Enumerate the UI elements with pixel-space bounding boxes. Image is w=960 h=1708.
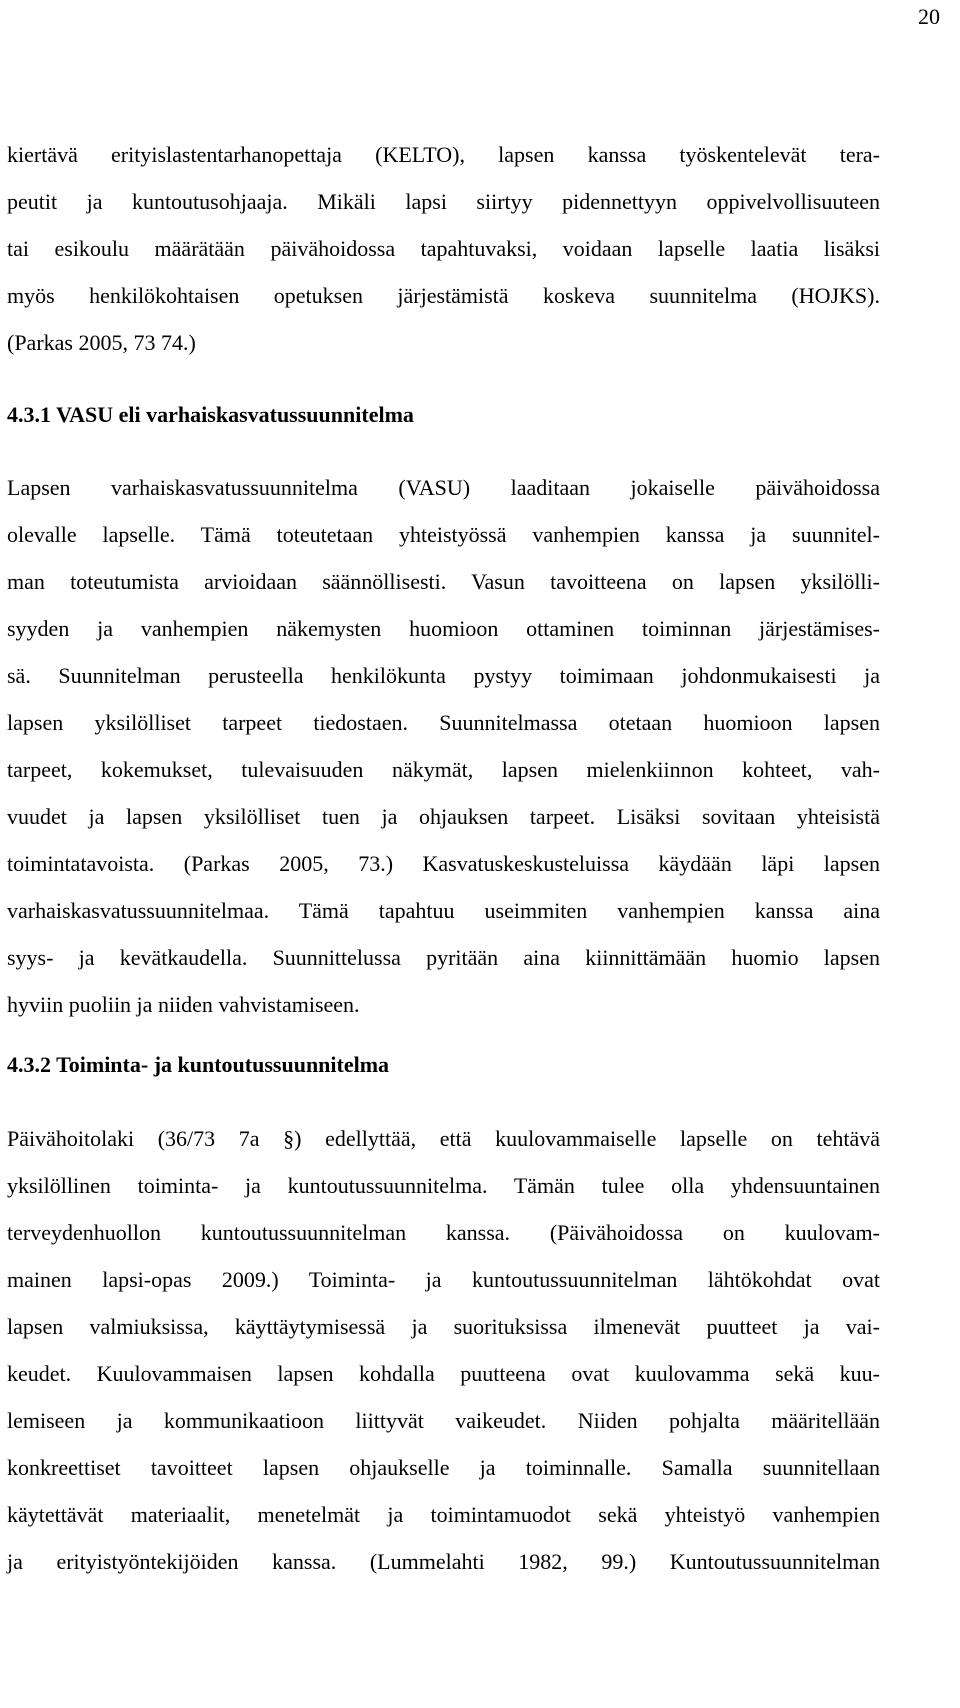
text-line: keudet. Kuulovammaisen lapsen kohdalla puutteena ovat kuulovamma sekä kuu- [7, 1361, 880, 1386]
text-line: myös henkilökohtaisen opetuksen järjestämistä koskeva suunnitelma (HOJKS). [7, 283, 880, 308]
text-line: kiertävä erityislastentarhanopettaja (KELTO), lapsen kanssa työskentelevät tera- [7, 142, 880, 167]
text-line: Lapsen varhaiskasvatussuunnitelma (VASU) laaditaan jokaiselle päivähoidossa [7, 475, 880, 500]
text-line: ja erityistyöntekijöiden kanssa. (Lummelahti 1982, 99.) Kuntoutussuunnitelman [7, 1549, 880, 1574]
text-line: Päivähoitolaki (36/73 7a §) edellyttää, että kuulovammaiselle lapselle on tehtävä [7, 1126, 880, 1151]
text-line: tarpeet, kokemukset, tulevaisuuden näkymät, lapsen mielenkiinnon kohteet, vah- [7, 757, 880, 782]
page-number: 20 [918, 4, 940, 29]
text-line: sä. Suunnitelman perusteella henkilökunta pystyy toimimaan johdonmukaisesti ja [7, 663, 880, 688]
text-line: peutit ja kuntoutusohjaaja. Mikäli lapsi siirtyy pidennettyyn oppivelvollisuuteen [7, 189, 880, 214]
text-line: lapsen valmiuksissa, käyttäytymisessä ja suorituksissa ilmenevät puutteet ja vai- [7, 1314, 880, 1339]
text-line: lemiseen ja kommunikaatioon liittyvät vaikeudet. Niiden pohjalta määritellään [7, 1408, 880, 1433]
section-heading-4-3-1: 4.3.1 VASU eli varhaiskasvatussuunnitelma [7, 402, 414, 427]
text-line: mainen lapsi-opas 2009.) Toiminta- ja kuntoutussuunnitelman lähtökohdat ovat [7, 1267, 880, 1292]
text-line: syyden ja vanhempien näkemysten huomioon ottaminen toiminnan järjestämises- [7, 616, 880, 641]
text-line: hyviin puoliin ja niiden vahvistamiseen. [7, 992, 360, 1017]
text-line: terveydenhuollon kuntoutussuunnitelman kanssa. (Päivähoidossa on kuulovam- [7, 1220, 880, 1245]
text-line: varhaiskasvatussuunnitelmaa. Tämä tapahtuu useimmiten vanhempien kanssa aina [7, 898, 880, 923]
text-line: tai esikoulu määrätään päivähoidossa tapahtuvaksi, voidaan lapselle laatia lisäksi [7, 236, 880, 261]
text-line: konkreettiset tavoitteet lapsen ohjaukselle ja toiminnalle. Samalla suunnitellaan [7, 1455, 880, 1480]
text-line: käytettävät materiaalit, menetelmät ja toimintamuodot sekä yhteistyö vanhempien [7, 1502, 880, 1527]
text-line: syys- ja kevätkaudella. Suunnittelussa pyritään aina kiinnittämään huomio lapsen [7, 945, 880, 970]
text-line: (Parkas 2005, 73 74.) [7, 330, 196, 355]
text-line: olevalle lapselle. Tämä toteutetaan yhteistyössä vanhempien kanssa ja suunnitel- [7, 522, 880, 547]
text-line: lapsen yksilölliset tarpeet tiedostaen. Suunnitelmassa otetaan huomioon lapsen [7, 710, 880, 735]
section-heading-4-3-2: 4.3.2 Toiminta- ja kuntoutussuunnitelma [7, 1052, 390, 1077]
text-line: toimintatavoista. (Parkas 2005, 73.) Kasvatuskeskusteluissa käydään läpi lapsen [7, 851, 880, 876]
text-line: yksilöllinen toiminta- ja kuntoutussuunnitelma. Tämän tulee olla yhdensuuntainen [7, 1173, 880, 1198]
text-line: man toteutumista arvioidaan säännöllisesti. Vasun tavoitteena on lapsen yksilölli- [7, 569, 880, 594]
text-line: vuudet ja lapsen yksilölliset tuen ja ohjauksen tarpeet. Lisäksi sovitaan yhteisistä [7, 804, 880, 829]
